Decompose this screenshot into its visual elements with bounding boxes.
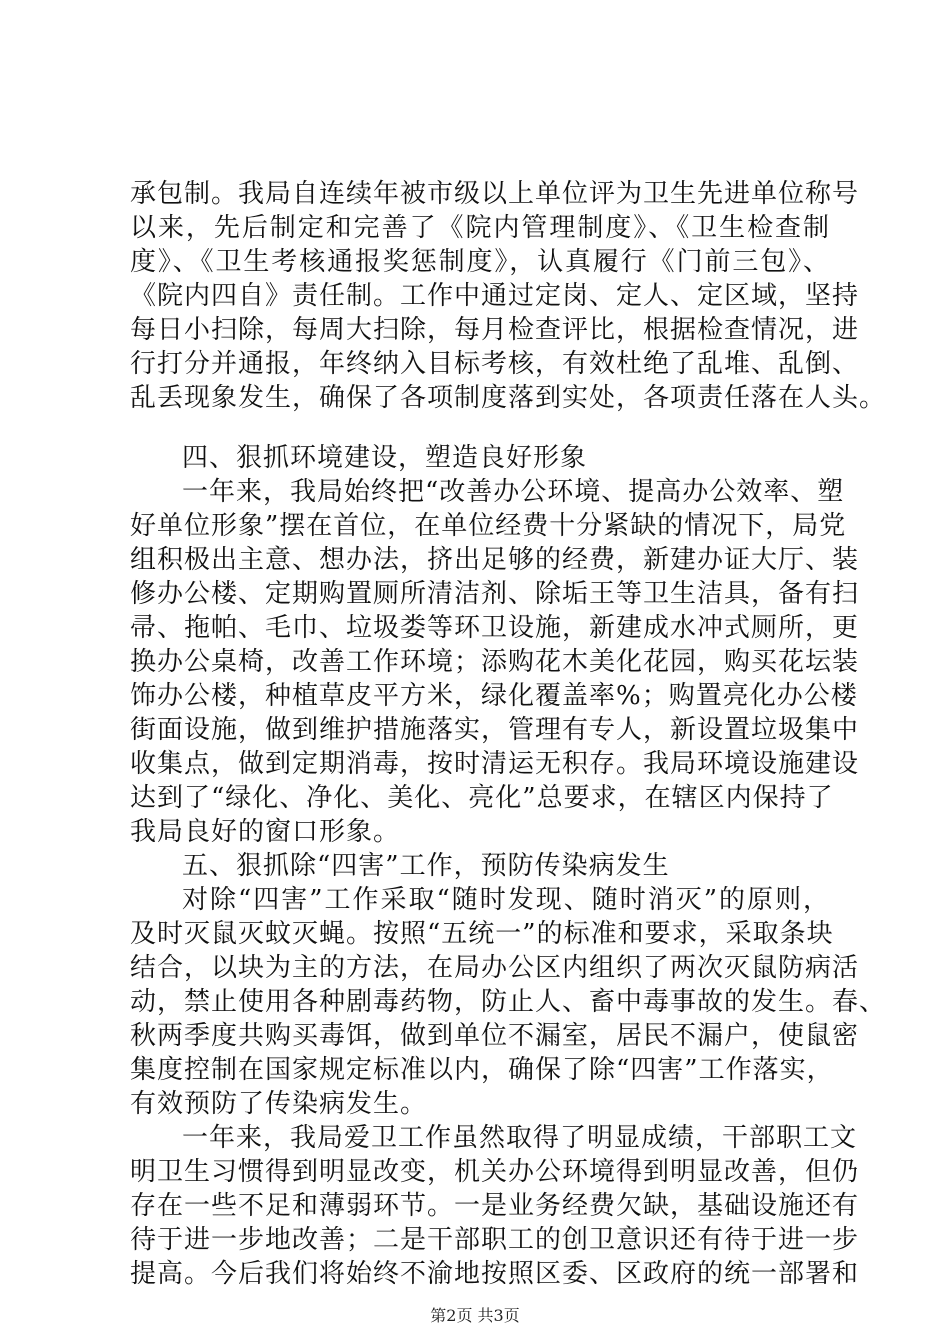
page-number-footer: 第2页 共3页 — [430, 1306, 520, 1325]
body-text-line: 待于进一步地改善；二是干部职工的创卫意识还有待于进一步 — [130, 1225, 860, 1255]
body-text-line: 明卫生习惯得到明显改变，机关办公环境得到明显改善，但仍 — [130, 1157, 860, 1187]
body-text-line: 乱丢现象发生，确保了各项制度落到实处，各项责任落在人头。 — [130, 383, 887, 413]
section-heading: 四、狠抓环境建设，塑造良好形象 — [182, 443, 588, 473]
body-text-line: 一年来，我局爱卫工作虽然取得了明显成绩，干部职工文 — [182, 1123, 858, 1153]
body-text-line: 动，禁止使用各种剧毒药物，防止人、畜中毒事故的发生。春、 — [130, 987, 887, 1017]
body-text-line: 组积极出主意、想办法，挤出足够的经费，新建办证大厅、装 — [130, 545, 860, 575]
body-text-line: 对除“四害”工作采取“随时发现、随时消灭”的原则， — [182, 885, 830, 915]
body-text-line: 修办公楼、定期购置厕所清洁剂、除垢王等卫生洁具，备有扫 — [130, 579, 860, 609]
body-text-line: 提高。今后我们将始终不渝地按照区委、区政府的统一部署和 — [130, 1259, 860, 1289]
section-heading: 五、狠抓除“四害”工作，预防传染病发生 — [182, 851, 670, 881]
body-text-line: 收集点，做到定期消毒，按时清运无积存。我局环境设施建设 — [130, 749, 860, 779]
body-text-line: 街面设施，做到维护措施落实，管理有专人，新设置垃圾集中 — [130, 715, 860, 745]
body-text-line: 有效预防了传染病发生。 — [130, 1089, 428, 1119]
body-text-line: 我局良好的窗口形象。 — [130, 817, 401, 847]
body-text-line: 行打分并通报，年终纳入目标考核，有效杜绝了乱堆、乱倒、 — [130, 349, 860, 379]
body-text-line: 以来，先后制定和完善了《院内管理制度》、《卫生检查制 — [130, 213, 830, 243]
body-text-line: 每日小扫除，每周大扫除，每月检查评比，根据检查情况，进 — [130, 315, 860, 345]
body-text-line: 饰办公楼，种植草皮平方米，绿化覆盖率%；购置亮化办公楼 — [130, 681, 858, 711]
body-text-line: 一年来，我局始终把“改善办公环境、提高办公效率、塑 — [182, 477, 845, 507]
body-text-line: 《院内四自》责任制。工作中通过定岗、定人、定区域，坚持 — [130, 281, 860, 311]
body-text-line: 换办公桌椅，改善工作环境；添购花木美化花园，购买花坛装 — [130, 647, 860, 677]
body-text-line: 秋两季度共购买毒饵，做到单位不漏室，居民不漏户，使鼠密 — [130, 1021, 860, 1051]
body-text-line: 帚、拖帕、毛巾、垃圾娄等环卫设施，新建成水冲式厕所，更 — [130, 613, 860, 643]
body-text-line: 好单位形象”摆在首位，在单位经费十分紧缺的情况下，局党 — [130, 511, 847, 541]
body-text-line: 度》、《卫生考核通报奖惩制度》，认真履行《门前三包》、 — [130, 247, 830, 277]
body-text-line: 及时灭鼠灭蚊灭蝇。按照“五统一”的标准和要求，采取条块 — [130, 919, 834, 949]
body-text-line: 存在一些不足和薄弱环节。一是业务经费欠缺，基础设施还有 — [130, 1191, 860, 1221]
body-text-line: 结合，以块为主的方法，在局办公区内组织了两次灭鼠防病活 — [130, 953, 860, 983]
body-text-line: 承包制。我局自连续年被市级以上单位评为卫生先进单位称号 — [130, 179, 860, 209]
body-text-line: 集度控制在国家规定标准以内，确保了除“四害”工作落实， — [130, 1055, 834, 1085]
body-text-line: 达到了“绿化、净化、美化、亮化”总要求，在辖区内保持了 — [130, 783, 834, 813]
